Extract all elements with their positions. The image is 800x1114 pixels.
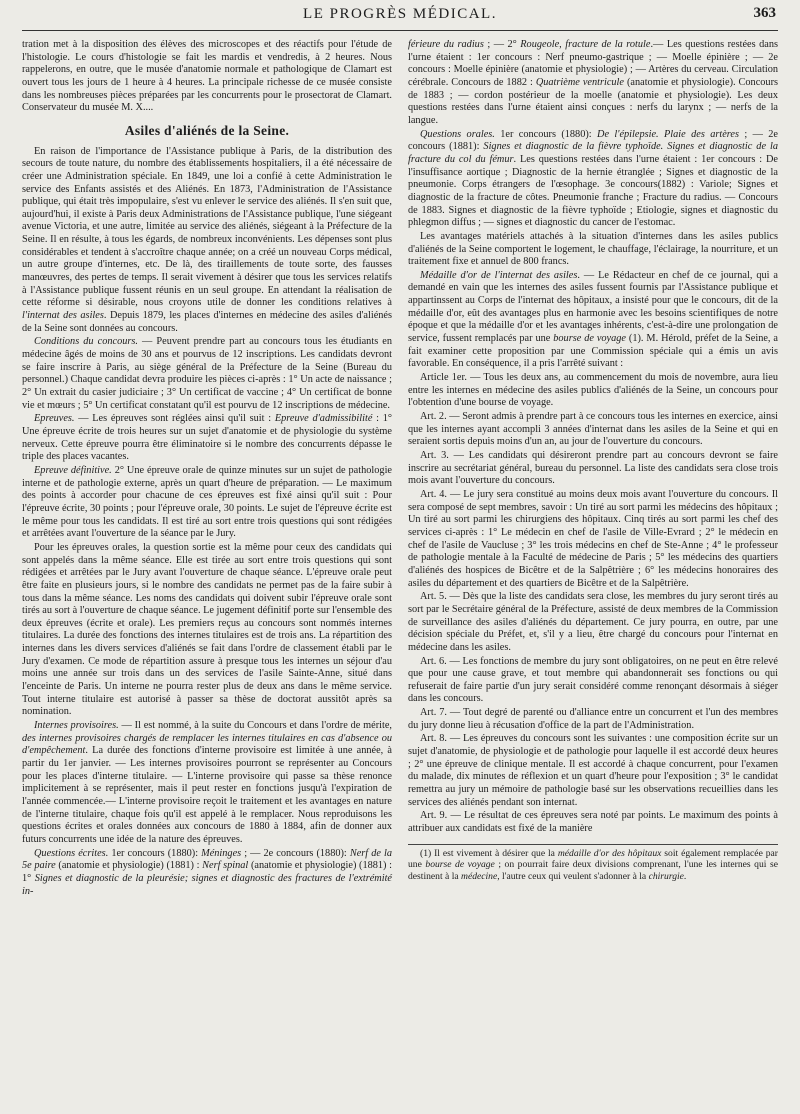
text-run: (1) Il est vivement à désirer que la — [420, 847, 558, 859]
italic-run: Quatrième ventricule — [535, 76, 624, 88]
text-run: ; — 2e concours (1880): — [241, 847, 350, 859]
footnote-divider — [408, 844, 778, 845]
text-run: ; on pourrait faire deux divisions comprenant, l'une les internes qui se destinent à la — [408, 859, 778, 883]
italic-run: l'internat des asiles — [22, 310, 104, 322]
text-columns — [22, 39, 778, 1105]
paragraph: Pour les épreuves orales, la question sortie est la même pour ceux des candidats qui sont appelés dans la même séance. Elle est tirée au sort entre trois questions qui sont rédigées et arrêtées par le Jury avant l'ouverture de chaque séance. L'épreuve orale peut être faite en plusieurs jours, si le nombre des candidats ne permet pas de la faire subir à tous dans la même séance. Les noms des candidats qui doivent subir l'épreuve orale sont tirés au sort à l'ouverture de chaque séance. Le jugement définitif porte sur l'ensemble des deux épreuves (écrite et orale). Les premiers reçus au concours sont nommés internes titulaires. La durée des fonctions des internes titulaires est de trois ans. La répartition des internes dans les divers services d'aliénés se fait dans l'ordre de classement établi par le Jury d'examen. Ce mode de répartition assure à presque tous les internes un séjour d'au moins une année sur trois dans un des services de l'asile Sainte-Anne, situé dans l'enceinte de Paris. Un interne ne pourra rester plus de deux ans dans le même service. Tout interne titulaire est autorisé à passer sa thèse de doctorat aussitôt après sa nomination. — [22, 541, 392, 718]
paragraph — [22, 413, 392, 464]
article-3: Art. 3. — Les candidats qui désireront prendre part au concours devront se faire inscrire au secrétariat général, bureau du personnel. La liste des candidats sera close trois mois avant l'ouverture du concours. — [408, 450, 778, 487]
article-1: Article 1er. — Tous les deux ans, au commencement du mois de novembre, aura lieu entre les internes en médecine des asiles publics d'aliénés de la Seine, un concours pour l'obtention d'une bourse de voyage. — [408, 372, 778, 409]
text-run: 1er concours (1880): — [494, 128, 598, 140]
italic-run: Signes et diagnostic de la fièvre typhoïde. Signes et diagnostic de la fracture du col du fémur — [408, 141, 778, 165]
section-title: Asiles d'aliénés de la Seine. — [124, 122, 290, 138]
italic-run: bourse de voyage — [553, 333, 626, 345]
italic-run: Méninges — [201, 847, 242, 859]
italic-run: Nerf de la 5e paire — [22, 847, 392, 872]
text-run: , l'autre ceux qui veulent s'adonner à la — [497, 871, 649, 883]
italic-run: bourse de voyage — [425, 859, 495, 871]
footnote — [408, 848, 778, 883]
paragraph — [22, 465, 392, 541]
paragraph-heading: Epreuves. — [34, 413, 75, 425]
paragraph-heading: Epreuve définitive. — [34, 464, 112, 476]
right-column — [408, 39, 778, 1105]
italic-run: Signes et diagnostic de la pleurésie; signes et diagnostic des fractures de l'extrémité in- — [22, 872, 393, 897]
paragraph — [22, 146, 392, 336]
paragraph-heading: Questions écrites. — [34, 847, 109, 859]
article-6: Art. 6. — Les fonctions de membre du jury sont obligatoires, on ne peut en être relevé que pour une cause grave, et tout membre qui abandonnerait ses fonctions ou qui refuserait de faire partie d'un jury serait considéré comme renonçant désormais à siéger dans les concours. — [408, 655, 778, 705]
italic-run: médecine — [461, 871, 498, 883]
italic-run: des internes provisoires chargés de remplacer les internes titulaires en cas d'absence ou d'empêchement — [22, 732, 392, 757]
text-run: — Peuvent prendre part au concours tous les étudiants en médecine âgés de moins de 30 ans et pourvus de 12 inscriptions. Les candidats devront se faire inscrire à Paris, au siège général de la Préfecture de la Seine (Bureau du personnel.) Chaque candidat devra produire les pièces ci-après : 1° Un acte de naissance ; 2° Un extrait du casier judiciaire ; 3° Un certificat de vaccine ; 4° Un certificat de bonne vie et mœurs ; 5° Un certificat constatant qu'il est pourvu de 12 inscriptions de médecine. — [22, 336, 392, 411]
text-run: . — [683, 871, 687, 883]
text-run: . — Le Rédacteur en chef de ce journal, qui a demandé en vain que les internes des asiles fussent fournis par l'Assistance publique et appartinssent au Corps de l'internat des hôpitaux, a insisté pour que le concours, dit de la médaille d'or, eût des avantages plus en harmonie avec les besoins scientifiques de notre époque et que la médaille d'or et les avantages inhérents, c'est-à-dire une prolongation de service, fussent remplacés par une — [408, 269, 778, 345]
paragraph: tration met à la disposition des élèves des microscopes et des réactifs pour l'étude de l'histologie. Le cours d'histologie se fait les mardis et vendredis, à 2 heures. Nous rappelerons, en outre, que le musée d'anatomie normale et pathologique de Clamart est ouvert tous les jours de 1 heure à 4 heures. La principale richesse de ce musée consiste dans les nombreuses pièces préparées par les concurrents pour le prosectorat de Clamart. Conservateur du musée M. X.... — [22, 39, 392, 114]
article-2: Art. 2. — Seront admis à prendre part à ce concours tous les internes en exercice, ainsi que les internes ayant accompli 3 années d'internat dans les asiles de la Seine et qui en seraient sortis depuis moins d'un an, au jour de l'ouverture du concours. — [408, 411, 778, 448]
text-run: . La durée des fonctions d'interne provisoire est limitée à une année, à partir du 1er janvier. — Les internes provisoires pourront se représenter au Concours pour les places d'interne titulaire. — L'interne provisoire qui passe sa thèse renonce implicitement à se représenter, mais il peut rester en fonctions jusqu'à l'expiration de l'année commencée.— L'interne provisoire reçoit le traitement et les avantages en nature de l'interne titulaire, chaque fois qu'il est appelé à le remplacer. Nous reproduisons les questions écrites et orales données aux concours de 1880 à 1884, afin de donner aux futurs concurrents une idée de la nature des épreuves. — [22, 745, 392, 845]
paragraph — [408, 270, 778, 371]
italic-run: médaille d'or des hôpitaux — [557, 847, 662, 859]
text-run: (anatomie et physiologie). Concours de 1883 ; — cordon postérieur de la moelle (anatomie et physiologie). Les deux questions restées dans l'urne étaient ainsi conçues : nerfs du larynx ; — nerfs de la langue. — [408, 76, 778, 126]
italic-run: Nerf spinal — [202, 860, 249, 872]
paragraph — [22, 336, 392, 412]
text-run: 2° Une épreuve orale de quinze minutes sur un sujet de pathologie interne et de pathologie externe, après un quart d'heure de préparation. — Le maximum des points à accorder pour chacune de ces épreuves est fixé ainsi qu'il suit : Pour l'épreuve écrite, 30 points ; pour l'épreuve orale, 30 points. Le sujet de l'épreuve écrite est le même pour tous les candidats. Il est tiré au sort entre trois questions qui sont rédigées et arrêtées avant l'ouverture de la séance par le Jury. — [22, 464, 392, 540]
paragraph — [408, 129, 778, 230]
text-run: soit également remplacée par une — [408, 847, 778, 871]
running-title: LE PROGRÈS MÉDICAL. — [303, 6, 497, 22]
article-7: Art. 7. — Tout degré de parenté ou d'alliance entre un concurrent et l'un des membres du jury donne lieu à récusation d'office de la part de l'Administration. — [408, 707, 778, 731]
paragraph — [22, 720, 392, 847]
text-run: En raison de l'importance de l'Assistance publique à Paris, de la distribution des secours de toute nature, du nombre des établissements hospitaliers, il a été nécessaire de créer une Administration spéciale. En 1849, une loi a confié à cette Administration le service des Enfants assistés et des Aliénés. En 1873, l'Administration de l'Assistance publique, qui était très impopulaire, s'est vu enlever le service des aliénés. Il s'en suit que, aujourd'hui, il existe à Paris deux Administrations de l'Assistance publique, l'une siégeant avenue Victoria, et une autre, limitée au service des aliénés, siégeant à la Préfecture de la Seine. Il en résulte, à tous les égards, de nombreux inconvénients. Les dépenses sont plus considérables et tendent à s'accroître chaque année; on a créé un nouveau Corps médical, un autre groupe d'internes, etc. De là, des tiraillements de toute sorte, des fausses manœuvres, des pertes de temps. Il serait vivement à désirer que tous les services relatifs à l'Assistance publique fussent réunis en un seul groupe. En attendant la réalisation de cette réforme si désirable, nous croyons utile de donner les conditions relatives à — [22, 145, 392, 309]
text-run: (anatomie et physiologie) (1881) : 1° — [22, 860, 393, 884]
italic-run: férieure du radius — [408, 39, 484, 50]
italic-run: De l'épilepsie. Plaie des artères — [597, 128, 739, 140]
article-4: Art. 4. — Le jury sera constitué au moins deux mois avant l'ouverture du concours. Il sera composé de sept membres, savoir : Un tiré au sort parmi les médecins des hôpitaux ; Un tiré au sort parmi les chirurgiens des hôpitaux. Cinq tirés au sort parmi les chef des services ci-après : 1° Le médecin en chef de l'asile de Ville-Evrard ; 2° le médecin en chef de l'asile de Vaucluse ; 3° les trois médecins en chef de Ste-Anne ; 4° le professeur de pathologie mentale à la Faculté de médecine de Paris ; 5° les médecins des quartiers d'aliénés des hospices de Bicêtre et de la Salpêtrière ; 6° les médecins honoraires des asiles du département et des quartiers de Bicêtre et de la Salpêtrière. — [408, 488, 778, 589]
italic-run: Rougeole, fracture de la rotule — [520, 39, 651, 50]
paragraph-heading: Internes provisoires. — [34, 720, 119, 732]
text-run: — Les épreuves sont réglées ainsi qu'il suit : — [74, 413, 275, 425]
paragraph: Les avantages matériels attachés à la situation d'internes dans les asiles publics d'aliénés de la Seine comportent le logement, le chauffage, l'éclairage, la nourriture, et un traitement fixe et annuel de 800 francs. — [408, 230, 778, 268]
text-run: : 1° Une épreuve écrite de trois heures sur un sujet d'anatomie et de physiologie du système nerveux. Cette épreuve pourra être éliminatoire si le nombre des concurrents dépasse le triple des places vacantes. — [22, 413, 392, 463]
article-9: Art. 9. — Le résultat de ces épreuves sera noté par points. Le maximum des points à attribuer aux candidats est fixé de la manière — [408, 810, 778, 835]
page-number: 363 — [753, 5, 776, 21]
paragraph-heading: Questions orales. — [420, 128, 495, 140]
text-run: ; — 2° — [483, 39, 521, 50]
paragraph — [22, 848, 392, 899]
text-run: ; — 2e concours (1881): — [408, 128, 778, 153]
italic-run: Epreuve d'admissibilité — [274, 413, 373, 425]
paragraph-heading: Médaille d'or de l'internat des asiles — [420, 269, 578, 281]
text-run: (1). M. Hérold, préfet de la Seine, a fait examiner cette proposition par une Commission spéciale qui a émis un avis favorable. En conséquence, il a pris l'arrêté suivant : — [408, 333, 778, 370]
article-5: Art. 5. — Dès que la liste des candidats sera close, les membres du jury seront tirés au sort par le Secrétaire général de la Préfecture, assisté de deux membres de la Commission de surveillance des asiles d'aliénés du département. Ce jury pourra, en outre, par une décision spéciale du Préfet, et, s'il y a lieu, être chargé du concours pour l'internat en médecine dans les asiles. — [408, 591, 778, 653]
text-run: .— Les questions restées dans l'urne étaient : 1er concours : Nerf pneumo-gastrique ; — Moelle épinière ; — 2e concours : Moelle épinière (anatomie et physiologie) ; — Artères du cerveau. Circulation cérébrale. Concours de 1882 : — [408, 39, 778, 88]
text-run: . Depuis 1879, les places d'internes en médecine des asiles d'aliénés de la Seine sont données au concours. — [22, 310, 393, 334]
paragraph-heading: Conditions du concours. — [34, 336, 138, 348]
paragraph — [408, 39, 778, 128]
text-run: 1er concours (1880): — [108, 847, 202, 859]
article-8: Art. 8. — Les épreuves du concours sont les suivantes : une composition écrite sur un sujet d'anatomie, de physiologie et de pathologie pour laquelle il est accordé deux heures ; 2° une épreuve de clinique mentale. Il est accordé à chaque concurrent, pour l'examen du malade, dix minutes de réflexion et un quart d'heure pour l'exposition ; 3° le candidat remettra au jury un mémoire de pathologie basé sur les observations recueillies dans les services des aliénés pendant son internat. — [408, 733, 778, 808]
text-run: (anatomie et physiologie) (1881) : — [55, 860, 203, 872]
text-run: . Les questions restées dans l'urne étaient : 1er concours : De l'insuffisance aortique ; Diagnostic de la hernie étranglée ; Signes et diagnostic de la pneumonie. Corps étrangers de l'œsophage. 3e concours(1882) : Variole; Signes et diagnostic de la fracture de côtes. Pneumonie franche ; Fracture du radius. — Concours de 1883. Signes et diagnostic de la fièvre typhoïde ; Etiologie, signes et diagnostic du phlegmon diffus ; — signes et diagnostic du cancer de l'estomac. — [408, 153, 778, 229]
page-header — [22, 0, 778, 31]
text-run: — Il est nommé, à la suite du Concours et dans l'ordre de mérite, — [118, 720, 393, 732]
left-column — [22, 39, 392, 1105]
italic-run: chirurgie — [648, 871, 684, 883]
